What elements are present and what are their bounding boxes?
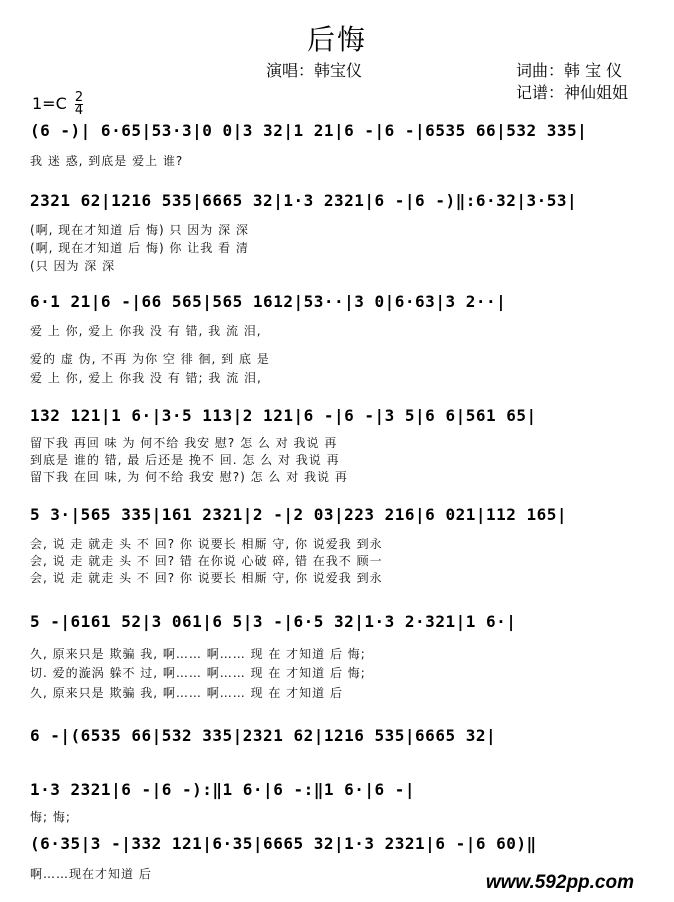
lyric-row-5-verse-1: 会, 说 走 就走 头 不 回? 你 说要长 相厮 守, 你 说爱我 到永: [30, 537, 383, 551]
lyric-row-6-verse-3: 久, 原来只是 欺骗 我, 啊…… 啊…… 现 在 才知道 后: [30, 686, 343, 700]
lyric-row-4-verse-2: 到底是 谁的 错, 最 后还是 挽不 回. 怎 么 对 我说 再: [30, 453, 340, 467]
lyric-row-8: 悔; 悔;: [30, 810, 71, 824]
time-top: 2: [74, 90, 84, 105]
score-row-6: 5 -|6161 52|3 061|6 5|3 -|6·5 32|1·3 2·321|1 6·|: [30, 612, 517, 631]
lyric-row-6-verse-2: 切. 爱的漩涡 躲不 过, 啊…… 啊…… 现 在 才知道 后 悔;: [30, 666, 366, 680]
singer-credit: 演唱：韩宝仪: [266, 61, 363, 80]
lyric-row-2-verse-3: (只 因为 深 深: [30, 259, 116, 273]
site-watermark: www.592pp.com: [485, 872, 634, 893]
lyric-row-5-verse-3: 会, 说 走 就走 头 不 回? 你 说要长 相厮 守, 你 说爱我 到永: [30, 571, 383, 585]
lyric-row-3-verse-3: 爱 上 你, 爱上 你我 没 有 错; 我 流 泪,: [30, 371, 262, 385]
time-bottom: 4: [74, 103, 84, 118]
lyric-row-5-verse-2: 会, 说 走 就走 头 不 回? 错 在你说 心破 碎, 错 在我不 顾一: [30, 554, 383, 568]
key-text: 1=C: [32, 94, 67, 113]
score-row-8: 1·3 2321|6 -|6 -):‖1 6·|6 -:‖1 6·|6 -|: [30, 780, 416, 799]
lyric-row-9: 啊……现在才知道 后: [30, 867, 152, 881]
lyric-row-3-verse-1: 爱 上 你, 爱上 你我 没 有 错, 我 流 泪,: [30, 324, 262, 338]
score-row-3: 6·1 21|6 -|66 565|565 1612|53··|3 0|6·63|3 2··|: [30, 292, 507, 311]
lyric-row-3-verse-2: 爱的 虚 伪, 不再 为你 空 徘 徊, 到 底 是: [30, 352, 270, 366]
key-signature: [32, 92, 83, 117]
score-row-4: 132 121|1 6·|3·5 113|2 121|6 -|6 -|3 5|6 6|561 65|: [30, 406, 537, 425]
score-row-2: 2321 62|1216 535|6665 32|1·3 2321|6 -|6 -)‖:6·32|3·53|: [30, 191, 578, 210]
lyric-row-6-verse-1: 久, 原来只是 欺骗 我, 啊…… 啊…… 现 在 才知道 后 悔;: [30, 647, 366, 661]
lyrics-music-credit: 词曲：韩 宝 仪: [516, 61, 623, 80]
score-row-5: 5 3·|565 335|161 2321|2 -|2 03|223 216|6 021|112 165|: [30, 505, 568, 524]
score-row-1: (6 -)| 6·65|53·3|0 0|3 32|1 21|6 -|6 -|6535 66|532 335|: [30, 121, 588, 140]
lyric-row-4-verse-1: 留下我 再回 味 为 何不给 我安 慰? 怎 么 对 我说 再: [30, 436, 338, 450]
song-title: 后悔: [306, 23, 367, 56]
score-row-9: (6·35|3 -|332 121|6·35|6665 32|1·3 2321|6 -|6 60)‖: [30, 834, 537, 853]
lyric-row-2-verse-1: (啊, 现在才知道 后 悔) 只 因为 深 深: [30, 223, 249, 237]
lyric-row-1-verse-1: 我 迷 惑, 到底是 爱上 谁?: [30, 154, 184, 168]
time-signature: [75, 92, 83, 117]
lyric-row-4-verse-3: 留下我 在回 味, 为 何不给 我安 慰?) 怎 么 对 我说 再: [30, 470, 348, 484]
lyric-row-2-verse-2: (啊, 现在才知道 后 悔) 你 让我 看 清: [30, 241, 249, 255]
transcriber-credit: 记谱：神仙姐姐: [516, 83, 629, 102]
score-row-7: 6 -|(6535 66|532 335|2321 62|1216 535|6665 32|: [30, 726, 497, 745]
